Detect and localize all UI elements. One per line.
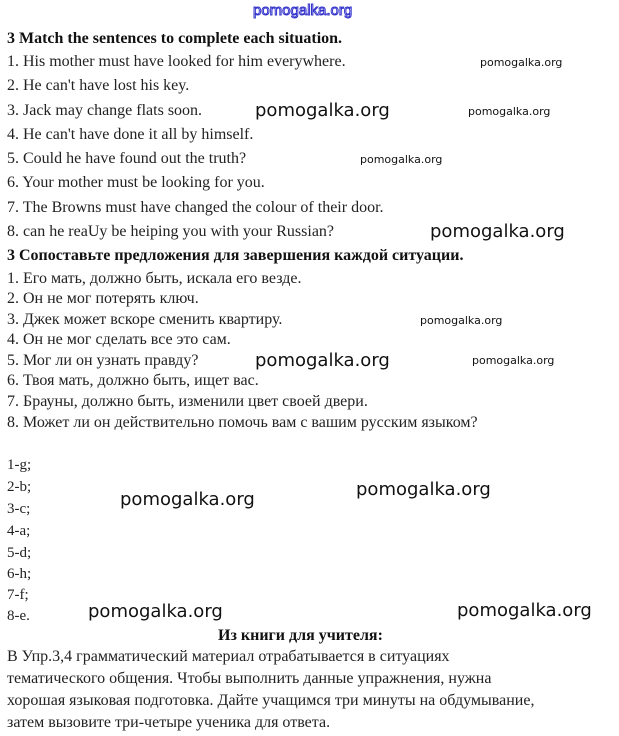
watermark: pomogalka.org — [472, 354, 555, 367]
teacher-line: хорошая языковая подготовка. Дайте учащимся три минуты на обдумывание, — [7, 692, 535, 709]
english-item: 1. His mother must have looked for him everywhere. — [7, 53, 346, 70]
watermark: pomogalka.org — [468, 105, 551, 118]
watermark: pomogalka.org — [255, 100, 390, 121]
english-item: 8. can he reaUy be heiping you with your Russian? — [7, 223, 335, 240]
russian-item: 2. Он не мог потерять ключ. — [7, 290, 199, 307]
russian-heading: 3 Сопоставьте предложения для завершения каждой ситуации. — [7, 247, 464, 264]
answer: 2-b; — [7, 479, 32, 495]
teacher-line: В Упр.3,4 грамматический материал отрабатывается в ситуациях — [7, 648, 450, 665]
russian-item: 5. Мог ли он узнать правду? — [7, 352, 199, 369]
watermark: pomogalka.org — [360, 153, 443, 166]
watermark: pomogalka.org — [480, 56, 563, 69]
english-item: 6. Your mother must be looking for you. — [7, 174, 265, 191]
english-heading: 3 Match the sentences to complete each situation. — [7, 30, 343, 47]
english-item: 5. Could he have found out the truth? — [7, 150, 247, 167]
english-item: 4. He can't have done it all by himself. — [7, 126, 254, 143]
watermark: pomogalka.org — [420, 314, 503, 327]
answer: 7-f; — [7, 587, 29, 603]
russian-item: 3. Джек может вскоре сменить квартиру. — [7, 311, 283, 328]
answer: 8-e. — [7, 608, 30, 624]
russian-item: 7. Брауны, должно быть, изменили цвет своей двери. — [7, 393, 368, 410]
teacher-heading: Из книги для учителя: — [218, 627, 383, 644]
teacher-line: затем вызовите три-четыре ученика для ответа. — [7, 714, 331, 731]
english-item: 2. He can't have lost his key. — [7, 77, 190, 94]
watermark: pomogalka.org — [430, 221, 565, 242]
russian-item: 1. Его мать, должно быть, искала его везде. — [7, 270, 302, 287]
watermark-top: pomogalka.org — [253, 2, 353, 19]
russian-item: 4. Он не мог сделать все это сам. — [7, 331, 231, 348]
answer: 1-g; — [7, 457, 32, 473]
watermark: pomogalka.org — [255, 350, 390, 371]
answer: 3-c; — [7, 501, 31, 517]
answer: 6-h; — [7, 566, 32, 582]
english-item: 7. The Browns must have changed the colour of their door. — [7, 199, 384, 216]
russian-item: 6. Твоя мать, должно быть, ищет вас. — [7, 372, 259, 389]
watermark: pomogalka.org — [457, 600, 592, 621]
watermark: pomogalka.org — [88, 601, 223, 622]
watermark: pomogalka.org — [120, 489, 255, 510]
answer: 4-a; — [7, 523, 31, 539]
watermark: pomogalka.org — [356, 479, 491, 500]
teacher-line: тематического общения. Чтобы выполнить данные упражнения, нужна — [7, 670, 492, 687]
english-item: 3. Jack may change flats soon. — [7, 102, 203, 119]
answer: 5-d; — [7, 545, 32, 561]
russian-item: 8. Может ли он действительно помочь вам с вашим русским языком? — [7, 414, 478, 431]
